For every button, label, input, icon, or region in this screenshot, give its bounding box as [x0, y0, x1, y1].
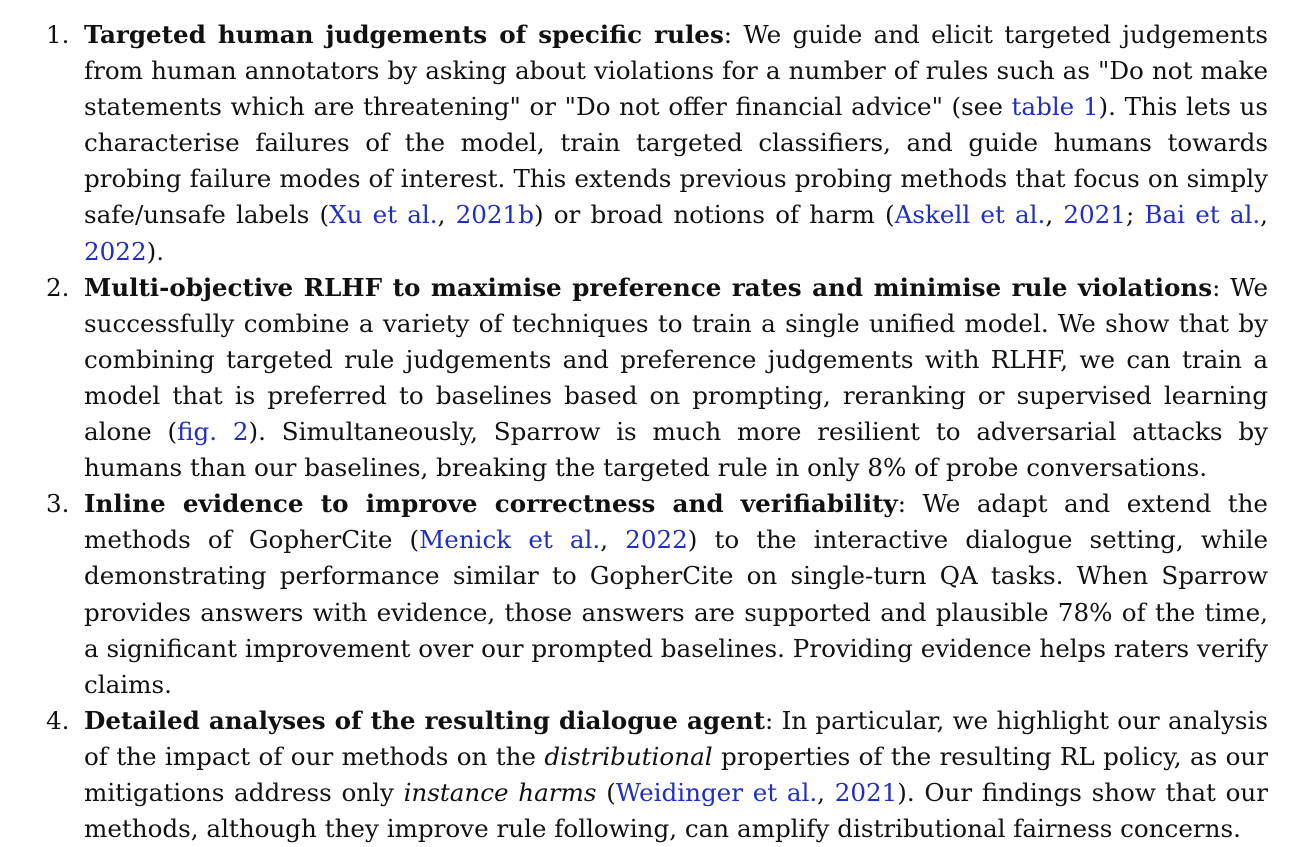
item-text: ). Our findings show that our methods, although they improve rule following, can amplify distributional fairness concerns. — [84, 777, 1268, 844]
citation-year-link[interactable]: 2021 — [1063, 200, 1126, 230]
citation-year-link[interactable]: 2022 — [84, 236, 147, 266]
item-text: : In particular, we highlight our analysis of the impact of our methods on the — [84, 705, 1268, 771]
emphasis: distributional — [544, 741, 713, 771]
separator: , — [437, 200, 456, 230]
item-text: : We successfully combine a variety of techniques to train a single unified model. We show that by combining targeted rule judgements and preference judgements with RLHF, we can train a model that is preferred to baselines based on prompting, reranking or supervised learning alone ( — [84, 272, 1268, 447]
item-text: ) or broad notions of harm ( — [533, 200, 895, 230]
citation-link[interactable]: Weidinger et al. — [615, 777, 818, 807]
list-number: 1. — [46, 20, 70, 49]
list-item — [0, 17, 1268, 270]
list-item — [0, 703, 1268, 847]
item-text: properties of the resulting RL policy, as our mitigations address only — [84, 741, 1268, 807]
contributions-list — [0, 17, 1268, 847]
item-text: ). — [146, 236, 165, 266]
list-number: 3. — [46, 489, 70, 519]
item-text: ) to the interactive dialogue setting, while demonstrating performance similar to GopherCite on single-turn QA tasks. When Sparrow provides answers with evidence, those answers are supported and plausible 78% of the time, a significant improvement over our prompted baselines. Providing evidence helps raters verify claims. — [84, 525, 1269, 699]
separator: , — [1260, 200, 1268, 230]
list-item — [0, 270, 1268, 487]
separator: ; — [1125, 200, 1145, 230]
item-text: ( — [596, 777, 616, 807]
list-number: 4. — [46, 705, 70, 735]
list-item — [0, 486, 1268, 703]
table-reference-link[interactable]: table 1 — [1011, 92, 1099, 122]
emphasis: instance harms — [403, 777, 597, 807]
figure-reference-link[interactable]: fig. 2 — [177, 417, 249, 447]
citation-link[interactable]: Bai et al. — [1144, 200, 1261, 230]
citation-year-link[interactable]: 2021b — [455, 200, 534, 230]
item-text: ). Simultaneously, Sparrow is much more resilient to adversarial attacks by humans than our baselines, breaking the targeted rule in only 8% of probe conversations. — [84, 417, 1268, 483]
citation-link[interactable]: Menick et al. — [419, 525, 601, 555]
separator: , — [1045, 200, 1064, 230]
item-text: : We adapt and extend the methods of GopherCite ( — [84, 489, 1268, 555]
citation-link[interactable]: Xu et al. — [329, 200, 438, 230]
item-title: Targeted human judgements of specific rules — [84, 20, 724, 49]
citation-link[interactable]: Askell et al. — [894, 200, 1046, 230]
separator: , — [600, 525, 626, 555]
citation-year-link[interactable]: 2021 — [834, 777, 898, 807]
citation-year-link[interactable]: 2022 — [625, 525, 688, 555]
item-text: ). This lets us characterise failures of the model, train targeted classifiers, and guide humans towards probing failure modes of interest. This extends previous probing methods that focus on simply safe/unsafe labels ( — [84, 92, 1268, 230]
item-text: : We guide and elicit targeted judgements from human annotators by asking about violations for a number of rules such as "Do not make statements which are threatening" or "Do not offer financial advice" (see — [84, 20, 1268, 122]
list-number: 2. — [46, 272, 70, 302]
item-title: Detailed analyses of the resulting dialogue agent — [84, 705, 765, 735]
item-title: Inline evidence to improve correctness and verifiability — [84, 489, 898, 519]
separator: , — [817, 777, 835, 807]
item-title: Multi-objective RLHF to maximise preference rates and minimise rule violations — [84, 272, 1213, 302]
